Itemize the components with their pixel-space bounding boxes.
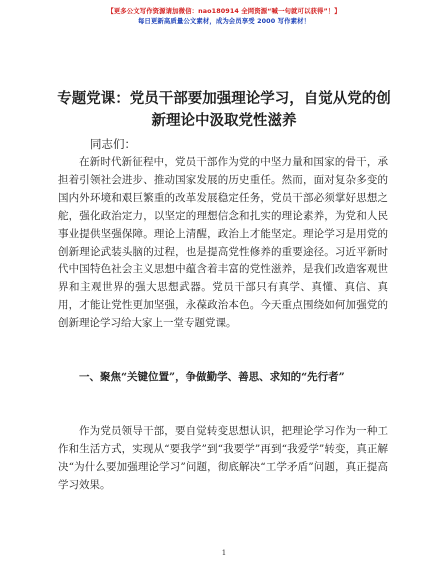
page-number: 1: [221, 549, 227, 557]
intro-paragraph: 在新时代新征程中，党员干部作为党的中坚力量和国家的骨干，承担着引领社会进步、推动国家发展的历史重任。然而，面对复杂多变的国内外环境和艰巨繁重的改革发展稳定任务，党员干部必须掌好思想之舵，强化政治定力，以坚定的理想信念和扎实的理论素养，为党和人民事业提供坚强保障。理论上清醒，政治上才能坚定。理论学习是用党的创新理论武装头脑的过程，也是提高党性修养的重要途径。习近平新时代中国特色社会主义思想中蕴含着丰富的党性滋养，是我们改造客观世界和主观世界的强大思想武器。党员干部只有真学、真懂、真信、真用，才能让党性更加坚强，永葆政治本色。今天重点围绕如何加强党的创新理论学习给大家上一堂专题党课。: [58, 156, 388, 330]
section-paragraph: 作为党员领导干部，要自觉转变思想认识，把理论学习作为一种工作和生活方式，实现从“要我学”到“我要学”再到“我爱学”转变，真正解决“为什么要加强理论学习”问题，彻底解决“工学矛盾”问题，真正提高学习效果。: [58, 425, 388, 491]
greeting: 同志们：: [90, 137, 136, 151]
promo-banner-line-1: 【更多公文写作资源请加微信：nao180914 全网资源“喊一句就可以获得”！】: [107, 7, 341, 15]
promo-banner: [0, 6, 448, 26]
document-title: 专题党课：党员干部要加强理论学习，自觉从党的创新理论中汲取党性滋养: [57, 90, 391, 129]
promo-banner-line-2: 每日更新高质量公文素材，成为会员享受 2000 写作素材！: [137, 17, 311, 25]
section-heading: 一、聚焦“关键位置”，争做勤学、善思、求知的“先行者”: [79, 371, 345, 383]
